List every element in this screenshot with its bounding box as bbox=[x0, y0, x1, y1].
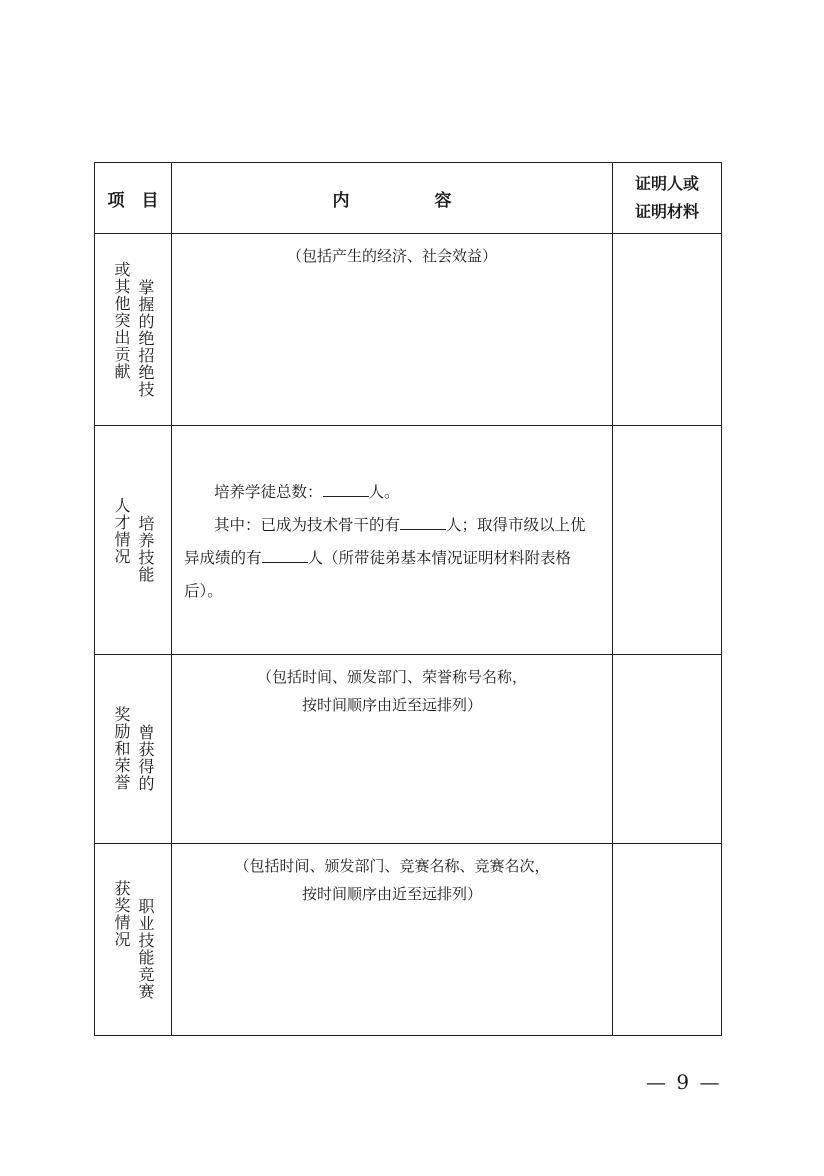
apprentice-total-blank[interactable] bbox=[323, 480, 369, 497]
row-special-skills-evidence-cell[interactable] bbox=[613, 234, 722, 426]
row-special-skills-label-col1: 掌握的绝招绝技 bbox=[136, 279, 155, 398]
apprentice-excellent-line: 异成绩的有 人（所带徒弟基本情况证明材料附表格 bbox=[184, 542, 596, 575]
row-apprentice-content-cell bbox=[172, 426, 613, 655]
header-item-label: 项 目 bbox=[107, 190, 159, 211]
apprentice-excellent-blank[interactable] bbox=[262, 546, 308, 563]
header-content-cell bbox=[172, 163, 613, 234]
row-competition-hint-line2: 按时间顺序由近至远排列） bbox=[301, 885, 482, 903]
row-special-skills bbox=[95, 234, 722, 426]
row-awards-label-cell bbox=[95, 655, 172, 844]
row-competition-evidence-cell[interactable] bbox=[613, 844, 722, 1036]
row-apprentice-label-cell bbox=[95, 426, 172, 655]
row-apprentice-label-col2: 人才情况 bbox=[112, 497, 131, 565]
apprentice-note-end-line: 后）。 bbox=[184, 582, 223, 600]
row-competition-label-col1: 职业技能竞赛 bbox=[136, 897, 155, 1000]
apprentice-total-line: 培养学徒总数： 人。 bbox=[184, 476, 596, 509]
row-awards-label-col1: 曾获得的 bbox=[136, 724, 155, 792]
row-special-skills-content-cell[interactable] bbox=[172, 234, 613, 426]
row-competition-awards bbox=[95, 844, 722, 1036]
apprentice-backbone-blank[interactable] bbox=[400, 513, 446, 530]
row-special-skills-label-col2: 或其他突出贡献 bbox=[112, 261, 131, 380]
row-apprentice-label-col1: 培养技能 bbox=[136, 515, 155, 583]
header-evidence-cell bbox=[613, 163, 722, 234]
row-competition-content-cell[interactable] bbox=[172, 844, 613, 1036]
row-awards-hint-line2: 按时间顺序由近至远排列） bbox=[301, 696, 482, 714]
row-competition-hint-line1: （包括时间、颁发部门、竞赛名称、竞赛名次， bbox=[234, 857, 550, 875]
row-special-skills-label-cell bbox=[95, 234, 172, 426]
row-awards-label-col2: 奖励和荣誉 bbox=[112, 706, 131, 791]
header-evidence-line1: 证明人或 bbox=[634, 174, 699, 193]
row-apprentice-evidence-cell[interactable] bbox=[613, 426, 722, 655]
header-content-label: 内 容 bbox=[332, 190, 452, 211]
row-special-skills-hint: （包括产生的经济、社会效益） bbox=[286, 247, 497, 265]
row-competition-label-cell bbox=[95, 844, 172, 1036]
application-form-table bbox=[94, 162, 722, 1036]
row-apprentice-training bbox=[95, 426, 722, 655]
apprentice-backbone-line: 其中：已成为技术骨干的有 人；取得市级以上优 bbox=[184, 509, 596, 542]
row-awards-content-cell[interactable] bbox=[172, 655, 613, 844]
row-awards-honors bbox=[95, 655, 722, 844]
header-item-cell bbox=[95, 163, 172, 234]
row-competition-label-col2: 获奖情况 bbox=[112, 879, 131, 948]
header-evidence-line2: 证明材料 bbox=[634, 202, 699, 221]
row-awards-hint-line1: （包括时间、颁发部门、荣誉称号名称， bbox=[256, 668, 527, 686]
page-number: — 9 — bbox=[646, 1070, 722, 1094]
header-row bbox=[95, 163, 722, 234]
row-awards-evidence-cell[interactable] bbox=[613, 655, 722, 844]
